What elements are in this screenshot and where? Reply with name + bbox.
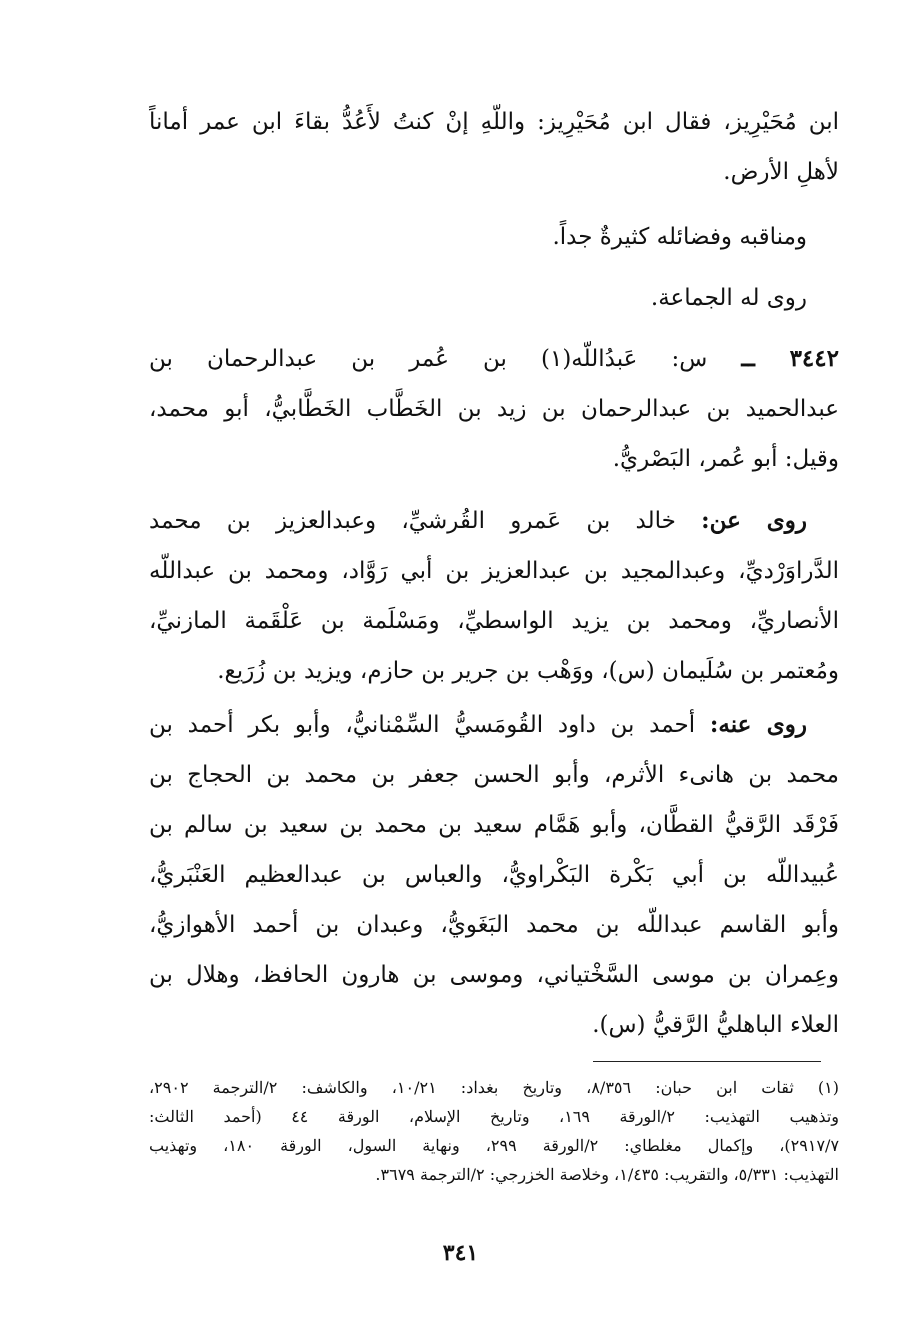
text-line: محمد بن هانىء الأثرم، وأبو الحسن جعفر بن محمد بن الحجاج بن [149,762,839,788]
text-line: وعِمران بن موسى السَّخْتياني، وموسى بن هارون الحافظ، وهلال بن [149,962,839,988]
narrated-by-group-paragraph [149,273,839,323]
text-line: الدَّراوَرْديِّ، وعبدالمجيد بن عبدالعزيز بن أبي رَوَّاد، ومحمد بن عبداللّه [149,558,839,584]
narrated-from-paragraph [149,496,839,696]
text-line: عبدالحميد بن عبدالرحمان بن زيد بن الخَطَّاب الخَطَّابيُّ، أبو محمد، [149,396,839,422]
footnote [149,1073,839,1189]
page-number: ٣٤١ [442,1240,479,1266]
text-line: ابن مُحَيْرِيز، فقال ابن مُحَيْرِيز: واللّهِ إنْ كنتُ لأَعُدُّ بقاءَ ابن عمر أماناً [149,109,839,135]
text-line: عُبيداللّه بن أبي بَكْرة البَكْراويُّ، والعباس بن عبدالعظيم العَنْبَريُّ، [149,862,839,888]
text-line: لأهلِ الأرض. [723,159,839,185]
text-line: ومُعتمر بن سُلَيمان (س)، ووَهْب بن جرير بن حازم، ويزيد بن زُرَيع. [217,658,839,684]
footnote-separator [593,1061,821,1062]
text-line: روى له الجماعة. [650,285,807,311]
entry-paragraph [149,334,839,484]
text-line [149,496,839,546]
footnote-line: ٢٩١٧/٧)، وإكمال مغلطاي: ٢/الورقة ٢٩٩، ونهاية السول، الورقة ١٨٠، وتهذيب [149,1136,840,1155]
footnote-line: (١) ثقات ابن حبان: ٨/٣٥٦، وتاريخ بغداد: ١٠/٢١، والكاشف: ٢/الترجمة ٢٩٠٢، [149,1078,840,1097]
text-line: وأبو القاسم عبداللّه بن محمد البَغَويُّ، وعبدان بن أحمد الأهوازيُّ، [149,912,839,938]
intro-paragraph [149,97,839,197]
footnote-line: التهذيب: ٥/٣٣١، والتقريب: ١/٤٣٥، وخلاصة الخزرجي: ٢/الترجمة ٣٦٧٩. [375,1165,839,1184]
text-line: ومناقبه وفضائله كثيرةٌ جداً. [552,224,807,250]
text-line [149,700,839,750]
text-line: فَرْقَد الرَّقيُّ القطَّان، وأبو هَمَّام سعيد بن محمد بن سعيد بن سالم بن [149,812,839,838]
text-line [149,334,839,384]
narrated-by-text: أحمد بن داود القُومَسيُّ السِّمْنانيُّ، وأبو بكر أحمد بن [149,712,696,738]
text-line: الأنصاريِّ، ومحمد بن يزيد الواسطيِّ، ومَسْلَمة بن عَلْقَمة المازنيِّ، [149,608,839,634]
merits-paragraph [149,212,839,262]
narrated-by-label: روى عنه: [709,711,807,738]
entry-number: ٣٤٤٢ ــ [741,345,839,372]
entry-heading-text: س: عَبدُاللّه(١) بن عُمر بن عبدالرحمان بن [149,346,708,372]
text-line: العلاء الباهليُّ الرَّقيُّ (س). [592,1012,839,1038]
footnote-line: وتذهيب التهذيب: ٢/الورقة ١٦٩، وتاريخ الإسلام، الورقة ٤٤ (أحمد الثالث: [149,1107,840,1126]
text-line: وقيل: أبو عُمر، البَصْريُّ. [612,446,839,472]
narrated-from-text: خالد بن عَمرو القُرشيِّ، وعبدالعزيز بن محمد [149,508,676,534]
narrated-by-paragraph [149,700,839,1050]
narrated-from-label: روى عن: [701,507,807,534]
